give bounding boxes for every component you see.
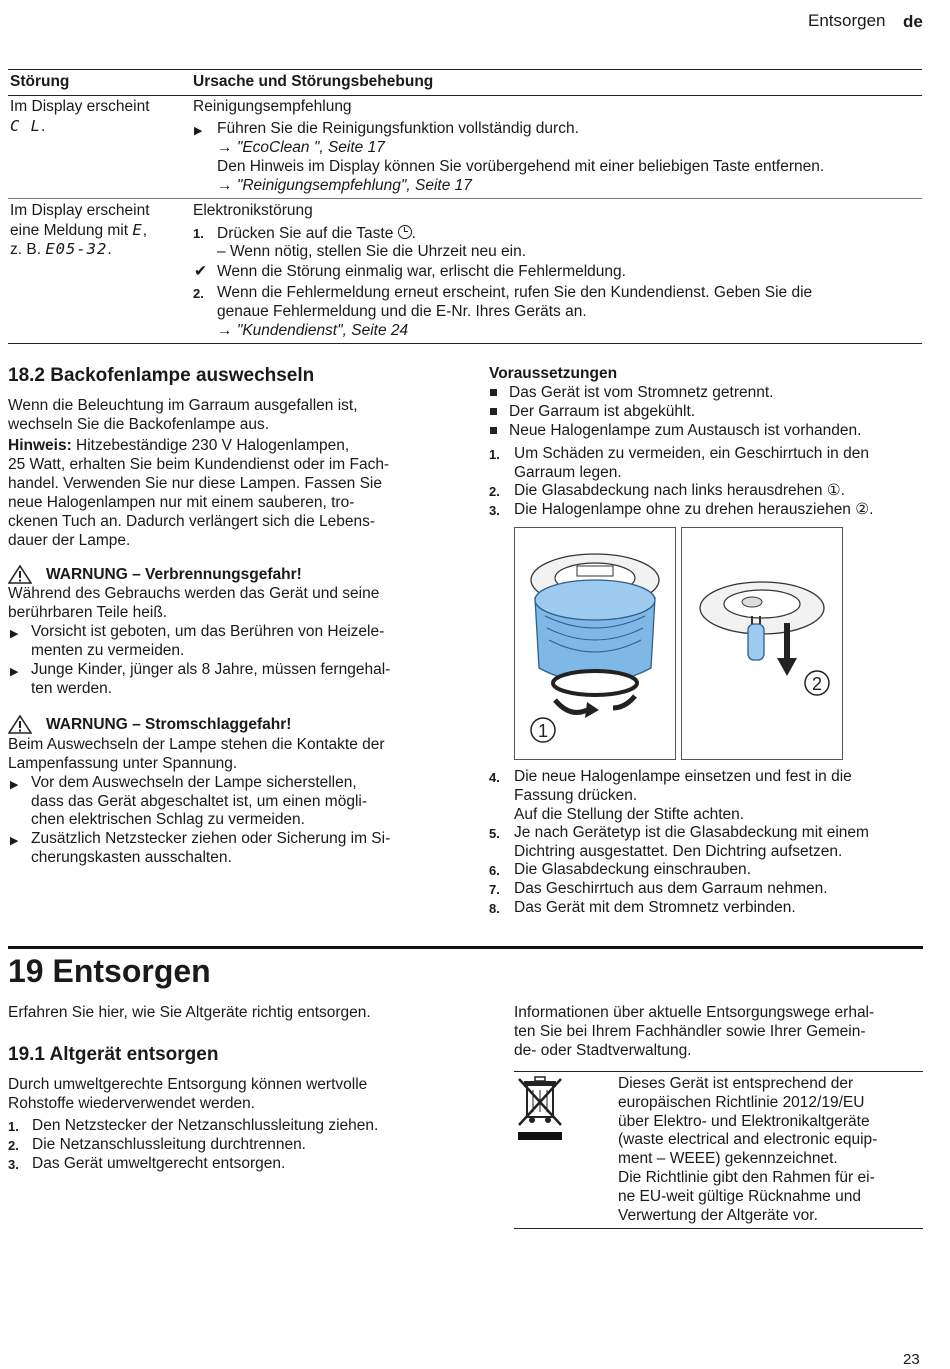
s191-text-2: Rohstoffe wiederverwendet werden.	[8, 1095, 255, 1112]
warning2-b2-2: cherungskasten ausschalten.	[31, 849, 232, 866]
weee-5: ment – WEEE) gekennzeichnet.	[618, 1150, 838, 1167]
arrow-right-icon: →	[217, 322, 237, 339]
halogen-lamp-illustration	[682, 528, 842, 759]
step-number: 2.	[8, 1138, 19, 1153]
table-top-rule	[8, 69, 922, 70]
step-number: 4.	[489, 770, 500, 785]
warning2-text-2: Lampenfassung unter Spannung.	[8, 755, 238, 772]
row2-step1: Drücken Sie auf die Taste .	[217, 225, 416, 242]
arrow-right-icon: →	[217, 177, 237, 194]
s182-hint-5: ckenen Tuch an. Dadurch verlängert sich die Lebens-	[8, 513, 376, 530]
s182-intro-2: wechseln Sie die Backofenlampe aus.	[8, 416, 270, 433]
prereq-2: Der Garraum ist abgekühlt.	[509, 403, 696, 420]
warning-triangle-icon	[8, 564, 32, 584]
crossed-bin-icon	[514, 1075, 566, 1145]
warning2-b1-3: chen elektrischen Schlag zu vermeiden.	[31, 811, 305, 828]
row1-cause: Reinigungsempfehlung	[193, 98, 352, 115]
prereq-1: Das Gerät ist vom Stromnetz getrennt.	[509, 384, 774, 401]
step-3: Die Halogenlampe ohne zu drehen herausziehen ②.	[514, 501, 874, 518]
square-bullet-icon	[490, 389, 497, 396]
s182-hint-6: dauer der Lampe.	[8, 532, 131, 549]
step-number: 6.	[489, 863, 500, 878]
figure-unscrew-cover	[514, 527, 676, 760]
figure-pull-lamp	[681, 527, 843, 760]
warning1-text-1: Während des Gebrauchs werden das Gerät und seine	[8, 585, 380, 602]
chapter-19-title: 19 Entsorgen	[8, 953, 211, 989]
section-18-2-title: 18.2 Backofenlampe auswechseln	[8, 365, 315, 386]
step-number: 1.	[489, 447, 500, 462]
row2-cause: Elektronikstörung	[193, 202, 313, 219]
warning2-b1-2: dass das Gerät abgeschaltet ist, um einen mögli-	[31, 793, 368, 810]
play-bullet-icon: ▶	[10, 835, 19, 847]
row2-step1-number: 1.	[193, 226, 204, 241]
warning2-title: WARNUNG – Stromschlaggefahr!	[46, 716, 292, 733]
row1-step: Führen Sie die Reinigungsfunktion vollständig durch.	[217, 120, 579, 137]
s182-hint-2: 25 Watt, erhalten Sie beim Kundendienst oder im Fach-	[8, 456, 390, 473]
row1-ref1[interactable]: → "EcoClean ", Seite 17	[217, 139, 385, 156]
weee-top-rule	[514, 1071, 923, 1072]
warning2-b2-1: Zusätzlich Netzstecker ziehen oder Sicherung im Si-	[31, 830, 391, 847]
header-section: Entsorgen	[808, 11, 886, 30]
warning1-b1-1: Vorsicht ist geboten, um das Berühren von Heizele-	[31, 623, 385, 640]
checkmark-icon: ✔	[194, 263, 207, 280]
step-2: Die Glasabdeckung nach links herausdrehen ①.	[514, 482, 845, 499]
prereq-3: Neue Halogenlampe zum Austausch ist vorhanden.	[509, 422, 862, 439]
row1-note: Den Hinweis im Display können Sie vorübergehend mit einer beliebigen Taste entfernen.	[217, 158, 825, 175]
play-bullet-icon: ▶	[194, 125, 203, 137]
table-header-rule	[8, 95, 922, 96]
warning1-text-2: berührbaren Teile heiß.	[8, 604, 168, 621]
info-line-1: Informationen über aktuelle Entsorgungswege erhal-	[514, 1004, 875, 1021]
col1-header: Störung	[10, 73, 70, 90]
step-1-line1: Um Schäden zu vermeiden, ein Geschirrtuch in den	[514, 445, 869, 462]
weee-6: Die Richtlinie gibt den Rahmen für ei-	[618, 1169, 875, 1186]
chapter-intro: Erfahren Sie hier, wie Sie Altgeräte richtig entsorgen.	[8, 1004, 371, 1021]
weee-4: (waste electrical and electronic equip-	[618, 1131, 878, 1148]
play-bullet-icon: ▶	[10, 779, 19, 791]
step-7: Das Geschirrtuch aus dem Garraum nehmen.	[514, 880, 828, 897]
row2-step2-line2: genaue Fehlermeldung und die E-Nr. Ihres Geräts an.	[217, 303, 587, 320]
step-number: 3.	[8, 1157, 19, 1172]
dispose-step-3: Das Gerät umweltgerecht entsorgen.	[32, 1155, 286, 1172]
step-6: Die Glasabdeckung einschrauben.	[514, 861, 751, 878]
step-4-line3: Auf die Stellung der Stifte achten.	[514, 806, 745, 823]
step-5-line2: Dichtring ausgestattet. Den Dichtring aufsetzen.	[514, 843, 843, 860]
square-bullet-icon	[490, 408, 497, 415]
lamp-cover-illustration	[515, 528, 675, 759]
dispose-step-2: Die Netzanschlussleitung durchtrennen.	[32, 1136, 306, 1153]
weee-bottom-rule	[514, 1228, 923, 1229]
prereq-title: Voraussetzungen	[489, 365, 618, 382]
row2-fault-line1: Im Display erscheint	[10, 202, 150, 219]
chapter-rule	[8, 946, 923, 949]
step-1-line2: Garraum legen.	[514, 464, 622, 481]
arrow-right-icon: →	[217, 139, 237, 156]
weee-2: europäischen Richtlinie 2012/19/EU	[618, 1094, 865, 1111]
row1-fault-code: C L.	[10, 117, 46, 135]
row2-result: Wenn die Störung einmalig war, erlischt die Fehlermeldung.	[217, 263, 626, 280]
s182-hint-line: Hinweis: Hitzebeständige 230 V Halogenlampen,	[8, 437, 350, 454]
row2-ref[interactable]: → "Kundendienst", Seite 24	[217, 322, 409, 339]
step-number: 5.	[489, 826, 500, 841]
step-4-line2: Fassung drücken.	[514, 787, 638, 804]
step-8: Das Gerät mit dem Stromnetz verbinden.	[514, 899, 796, 916]
square-bullet-icon	[490, 427, 497, 434]
warning2-text-1: Beim Auswechseln der Lampe stehen die Kontakte der	[8, 736, 385, 753]
page-number: 23	[903, 1351, 920, 1368]
step-number: 1.	[8, 1119, 19, 1134]
clock-icon	[398, 225, 412, 239]
row2-fault-line2: eine Meldung mit E,	[10, 221, 148, 239]
weee-3: über Elektro- und Elektronikaltgeräte	[618, 1113, 870, 1130]
step-4-line1: Die neue Halogenlampe einsetzen und fest in die	[514, 768, 852, 785]
header-lang: de	[903, 12, 923, 31]
row1-ref2[interactable]: → "Reinigungsempfehlung", Seite 17	[217, 177, 472, 194]
step-5-line1: Je nach Gerätetyp ist die Glasabdeckung mit einem	[514, 824, 869, 841]
s182-hint-3: handel. Verwenden Sie nur diese Lampen. Fassen Sie	[8, 475, 382, 492]
step-number: 3.	[489, 503, 500, 518]
warning1-b1-2: menten zu vermeiden.	[31, 642, 185, 659]
info-line-2: ten Sie bei Ihrem Fachhändler sowie Ihrer Gemein-	[514, 1023, 866, 1040]
s182-intro-1: Wenn die Beleuchtung im Garraum ausgefallen ist,	[8, 397, 358, 414]
s191-text-1: Durch umweltgerechte Entsorgung können wertvolle	[8, 1076, 368, 1093]
warning1-b2-2: ten werden.	[31, 680, 112, 697]
warning1-title: WARNUNG – Verbrennungsgefahr!	[46, 566, 302, 583]
weee-7: ne EU-weit gültige Rücknahme und	[618, 1188, 861, 1205]
step-number: 2.	[489, 484, 500, 499]
row2-step2-line1: Wenn die Fehlermeldung erneut erscheint, rufen Sie den Kundendienst. Geben Sie die	[217, 284, 813, 301]
row2-substep: – Wenn nötig, stellen Sie die Uhrzeit neu ein.	[217, 243, 527, 260]
row2-fault-line3: z. B. E05-32.	[10, 240, 112, 258]
row-rule	[8, 198, 922, 199]
step-number: 7.	[489, 882, 500, 897]
play-bullet-icon: ▶	[10, 666, 19, 678]
figure-label-2: 2	[811, 674, 823, 694]
figure-label-1: 1	[537, 721, 549, 741]
weee-8: Verwertung der Altgeräte vor.	[618, 1207, 818, 1224]
warning1-b2-1: Junge Kinder, jünger als 8 Jahre, müssen ferngehal-	[31, 661, 391, 678]
info-line-3: de- oder Stadtverwaltung.	[514, 1042, 692, 1059]
row2-step2-number: 2.	[193, 286, 204, 301]
table-bottom-rule	[8, 343, 922, 344]
row1-fault-line1: Im Display erscheint	[10, 98, 150, 115]
s182-hint-4: neue Halogenlampen nur mit einem sauberen, tro-	[8, 494, 355, 511]
col2-header: Ursache und Störungsbehebung	[193, 73, 434, 90]
warning-triangle-icon	[8, 714, 32, 734]
play-bullet-icon: ▶	[10, 628, 19, 640]
dispose-step-1: Den Netzstecker der Netzanschlussleitung ziehen.	[32, 1117, 379, 1134]
weee-1: Dieses Gerät ist entsprechend der	[618, 1075, 854, 1092]
step-number: 8.	[489, 901, 500, 916]
warning2-b1-1: Vor dem Auswechseln der Lampe sicherstellen,	[31, 774, 357, 791]
section-19-1-title: 19.1 Altgerät entsorgen	[8, 1044, 219, 1065]
